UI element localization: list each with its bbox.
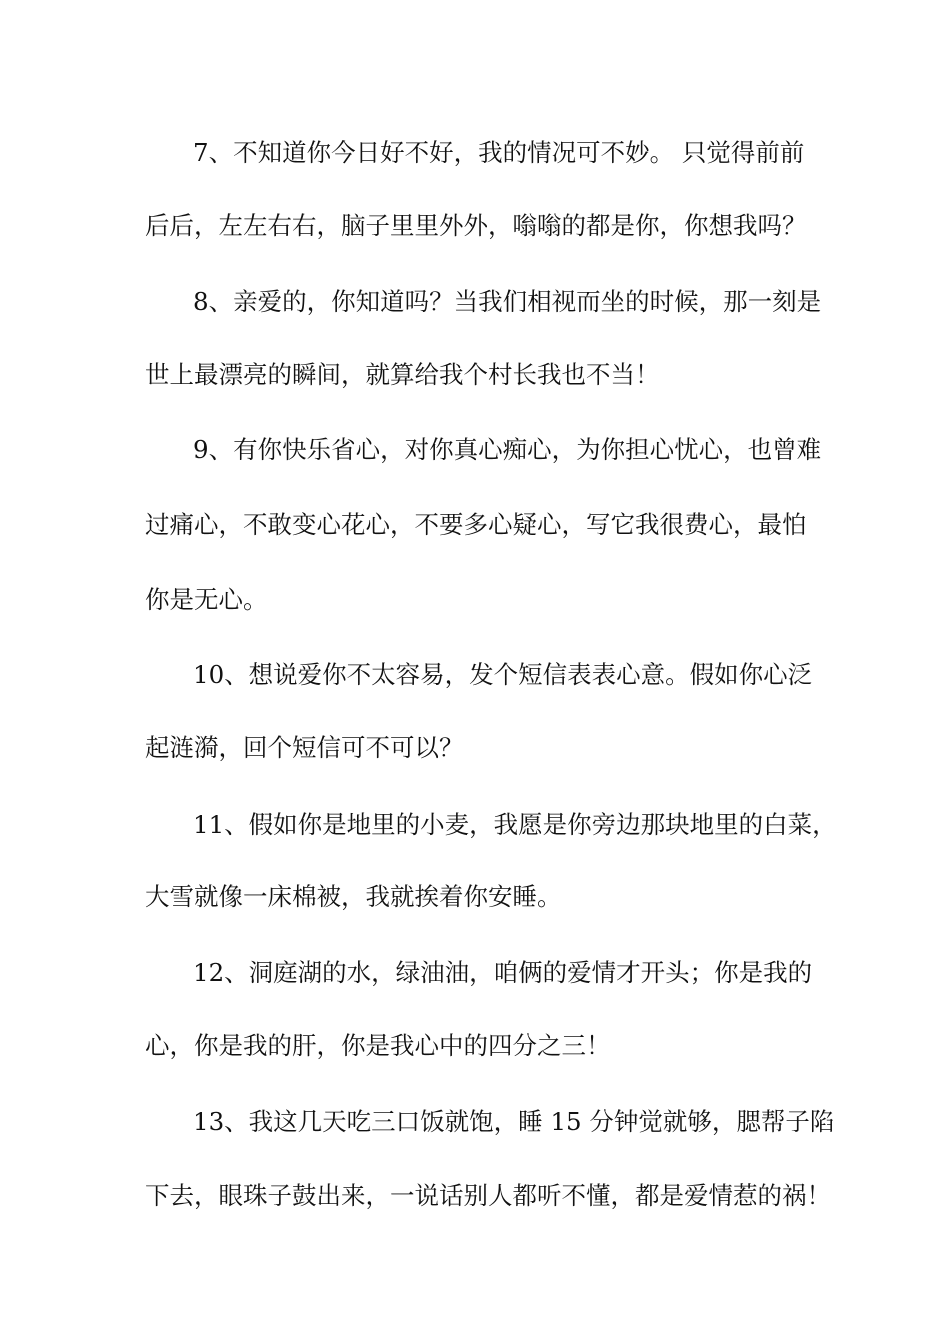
paragraph-8-line-1: 8、亲爱的，你知道吗？当我们相视而坐的时候，那一刻是	[193, 287, 822, 316]
paragraph-8-line-2: 世上最漂亮的瞬间，就算给我个村长我也不当！	[145, 360, 660, 389]
paragraph-7-line-1: 7、不知道你今日好不好，我的情况可不妙。 只觉得前前	[193, 138, 805, 167]
paragraph-9-line-1: 9、有你快乐省心，对你真心痴心，为你担心忧心，也曾难	[193, 435, 822, 464]
paragraph-9-line-2: 过痛心，不敢变心花心，不要多心疑心，写它我很费心，最怕	[145, 510, 807, 539]
paragraph-12-line-2: 心，你是我的肝，你是我心中的四分之三！	[145, 1031, 611, 1060]
paragraph-13-line-1: 13、我这几天吃三口饭就饱，睡 15 分钟觉就够，腮帮子陷	[193, 1107, 835, 1136]
paragraph-11-line-1: 11、假如你是地里的小麦，我愿是你旁边那块地里的白菜，	[193, 810, 837, 839]
paragraph-10-line-1: 10、想说爱你不太容易，发个短信表表心意。假如你心泛	[193, 660, 813, 689]
paragraph-9-line-3: 你是无心。	[145, 585, 268, 614]
paragraph-7-line-2: 后后，左左右右，脑子里里外外，嗡嗡的都是你，你想我吗？	[145, 211, 807, 240]
paragraph-12-line-1: 12、洞庭湖的水，绿油油，咱俩的爱情才开头；你是我的	[193, 958, 813, 987]
paragraph-10-line-2: 起涟漪，回个短信可不可以？	[145, 733, 464, 762]
paragraph-11-line-2: 大雪就像一床棉被，我就挨着你安睡。	[145, 882, 562, 911]
paragraph-13-line-2: 下去，眼珠子鼓出来，一说话别人都听不懂，都是爱情惹的祸！	[145, 1181, 831, 1210]
